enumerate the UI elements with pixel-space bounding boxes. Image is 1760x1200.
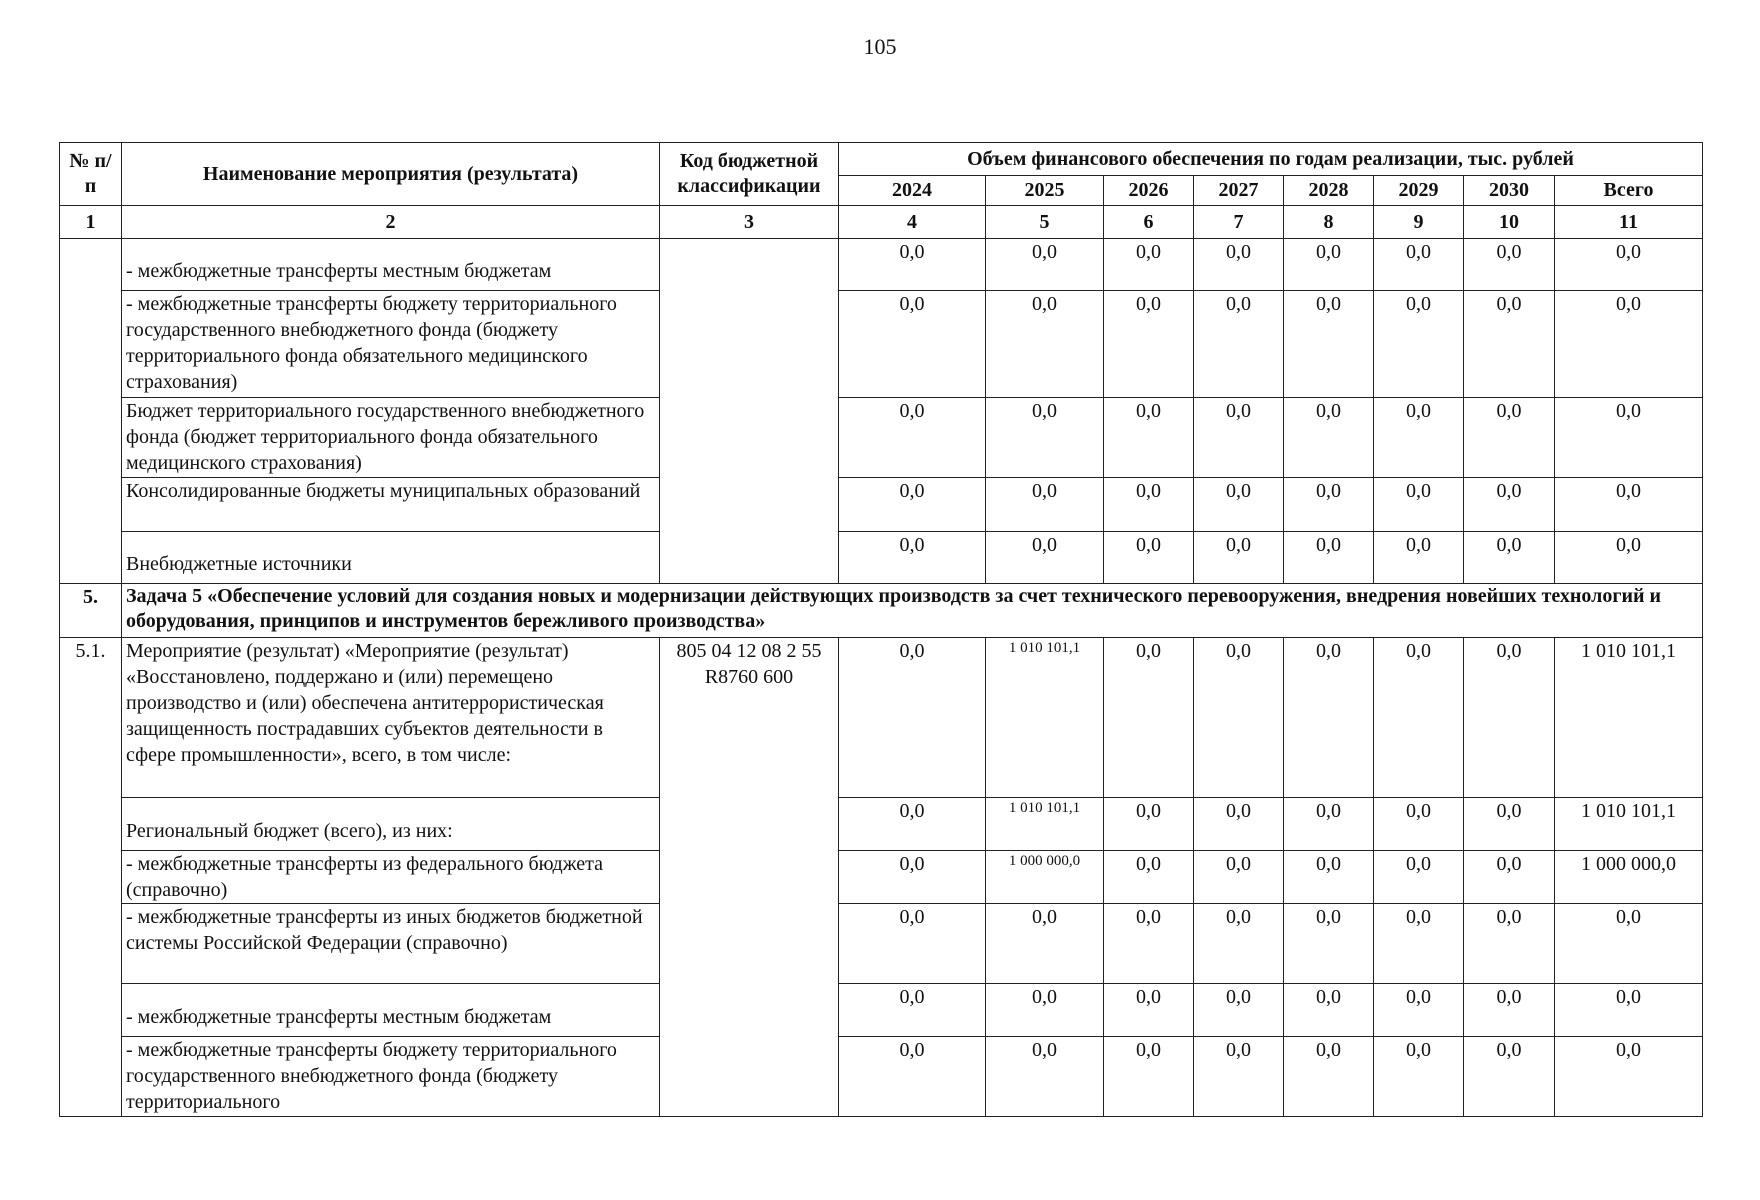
header-year: 2024 bbox=[839, 176, 986, 206]
table-row bbox=[60, 798, 1703, 851]
header-year: 2025 bbox=[986, 176, 1104, 206]
value-cell: 0,0 bbox=[1555, 1037, 1703, 1117]
value-cell: 0,0 bbox=[1374, 478, 1464, 532]
value-cell: 0,0 bbox=[1464, 478, 1555, 532]
value-cell: 0,0 bbox=[1104, 532, 1194, 584]
value-cell: 0,0 bbox=[1104, 291, 1194, 398]
index-cell-empty bbox=[60, 239, 122, 584]
column-number: 6 bbox=[1104, 206, 1194, 239]
row-name: - межбюджетные трансферты местным бюджетам bbox=[122, 239, 660, 291]
value-cell: 0,0 bbox=[839, 1037, 986, 1117]
table-row bbox=[60, 478, 1703, 532]
value-cell: 1 010 101,1 bbox=[1555, 638, 1703, 798]
value-cell: 0,0 bbox=[1374, 291, 1464, 398]
financing-table bbox=[59, 142, 1703, 1117]
row-name: - межбюджетные трансферты из федерального бюджета (справочно) bbox=[122, 851, 660, 904]
value-cell: 0,0 bbox=[1284, 1037, 1374, 1117]
table-row bbox=[60, 638, 1703, 798]
value-cell: 0,0 bbox=[1374, 984, 1464, 1037]
value-cell: 0,0 bbox=[1464, 984, 1555, 1037]
header-year: 2027 bbox=[1194, 176, 1284, 206]
value-cell: 0,0 bbox=[986, 532, 1104, 584]
value-cell: 0,0 bbox=[1555, 532, 1703, 584]
table-row bbox=[60, 398, 1703, 478]
task-row bbox=[60, 584, 1703, 638]
task-index: 5. bbox=[60, 584, 122, 638]
column-number: 5 bbox=[986, 206, 1104, 239]
value-cell: 0,0 bbox=[1194, 239, 1284, 291]
value-cell: 0,0 bbox=[839, 851, 986, 904]
header-year: 2028 bbox=[1284, 176, 1374, 206]
column-number: 4 bbox=[839, 206, 986, 239]
value-cell: 0,0 bbox=[1284, 532, 1374, 584]
value-cell: 0,0 bbox=[839, 904, 986, 984]
value-cell: 0,0 bbox=[1464, 638, 1555, 798]
value-cell: 0,0 bbox=[986, 398, 1104, 478]
value-cell: 0,0 bbox=[839, 478, 986, 532]
value-cell: 0,0 bbox=[1104, 638, 1194, 798]
row-name: Консолидированные бюджеты муниципальных образований bbox=[122, 478, 660, 532]
value-cell: 0,0 bbox=[1194, 638, 1284, 798]
value-cell: 0,0 bbox=[1464, 532, 1555, 584]
value-cell: 0,0 bbox=[1284, 239, 1374, 291]
value-cell: 0,0 bbox=[839, 532, 986, 584]
value-cell: 0,0 bbox=[986, 291, 1104, 398]
value-cell: 0,0 bbox=[1284, 851, 1374, 904]
row-name: Внебюджетные источники bbox=[122, 532, 660, 584]
code-cell-empty bbox=[660, 239, 839, 584]
table-row bbox=[60, 984, 1703, 1037]
value-cell: 0,0 bbox=[1104, 478, 1194, 532]
value-cell: 0,0 bbox=[1104, 798, 1194, 851]
value-cell: 0,0 bbox=[1284, 291, 1374, 398]
value-cell: 0,0 bbox=[1104, 904, 1194, 984]
value-cell: 1 000 000,0 bbox=[986, 851, 1104, 904]
value-cell: 0,0 bbox=[1194, 291, 1284, 398]
value-cell: 0,0 bbox=[986, 904, 1104, 984]
table-row bbox=[60, 239, 1703, 291]
column-number: 11 bbox=[1555, 206, 1703, 239]
value-cell: 0,0 bbox=[1104, 239, 1194, 291]
row-name: - межбюджетные трансферты из иных бюджетов бюджетной системы Российской Федерации (справочно) bbox=[122, 904, 660, 984]
value-cell: 0,0 bbox=[1104, 984, 1194, 1037]
column-number: 7 bbox=[1194, 206, 1284, 239]
value-cell: 0,0 bbox=[839, 798, 986, 851]
table-row bbox=[60, 532, 1703, 584]
value-cell: 0,0 bbox=[1104, 398, 1194, 478]
value-cell: 0,0 bbox=[1555, 984, 1703, 1037]
value-cell: 0,0 bbox=[1374, 532, 1464, 584]
value-cell: 1 010 101,1 bbox=[986, 638, 1104, 798]
column-numbers-row bbox=[60, 206, 1703, 239]
value-cell: 0,0 bbox=[1374, 904, 1464, 984]
value-cell: 0,0 bbox=[1194, 532, 1284, 584]
value-cell: 0,0 bbox=[1464, 291, 1555, 398]
column-number: 1 bbox=[60, 206, 122, 239]
value-cell: 0,0 bbox=[1194, 398, 1284, 478]
header-year: 2030 bbox=[1464, 176, 1555, 206]
value-cell: 0,0 bbox=[1464, 798, 1555, 851]
value-cell: 0,0 bbox=[1194, 984, 1284, 1037]
value-cell: 0,0 bbox=[1104, 1037, 1194, 1117]
value-cell: 0,0 bbox=[1374, 798, 1464, 851]
value-cell: 0,0 bbox=[1464, 239, 1555, 291]
header-name: Наименование мероприятия (результата) bbox=[122, 143, 660, 206]
value-cell: 0,0 bbox=[1464, 398, 1555, 478]
header-year: 2029 bbox=[1374, 176, 1464, 206]
value-cell: 0,0 bbox=[1464, 851, 1555, 904]
page-number: 105 bbox=[863, 34, 897, 59]
value-cell: 0,0 bbox=[1194, 904, 1284, 984]
budget-code: 805 04 12 08 2 55 R8760 600 bbox=[660, 638, 839, 1117]
value-cell: 0,0 bbox=[1374, 239, 1464, 291]
value-cell: 0,0 bbox=[1284, 478, 1374, 532]
value-cell: 0,0 bbox=[1194, 478, 1284, 532]
value-cell: 0,0 bbox=[1374, 638, 1464, 798]
value-cell: 0,0 bbox=[1464, 904, 1555, 984]
value-cell: 0,0 bbox=[986, 984, 1104, 1037]
header-total: Всего bbox=[1555, 176, 1703, 206]
row-name: - межбюджетные трансферты бюджету территориального государственного внебюджетного фонда (бюджету территориального bbox=[122, 1037, 660, 1117]
table-row bbox=[60, 1037, 1703, 1117]
value-cell: 0,0 bbox=[1284, 984, 1374, 1037]
value-cell: 0,0 bbox=[1555, 904, 1703, 984]
value-cell: 0,0 bbox=[839, 984, 986, 1037]
value-cell: 0,0 bbox=[986, 239, 1104, 291]
value-cell: 0,0 bbox=[1284, 798, 1374, 851]
value-cell: 0,0 bbox=[1284, 638, 1374, 798]
value-cell: 0,0 bbox=[1194, 1037, 1284, 1117]
value-cell: 0,0 bbox=[1374, 851, 1464, 904]
value-cell: 0,0 bbox=[1284, 398, 1374, 478]
value-cell: 0,0 bbox=[1555, 478, 1703, 532]
value-cell: 0,0 bbox=[1194, 798, 1284, 851]
row-name: Бюджет территориального государственного внебюджетного фонда (бюджет территориального фонда обязательного медицинского страхования) bbox=[122, 398, 660, 478]
row-name: Мероприятие (результат) «Мероприятие (результат) «Восстановлено, поддержано и (или) перемещено производство и (или) обеспечена антитеррористическая защищенность пострадавших субъектов деятельности в сфере промышленности», всего, в том числе: bbox=[122, 638, 660, 798]
value-cell: 0,0 bbox=[986, 1037, 1104, 1117]
value-cell: 1 010 101,1 bbox=[986, 798, 1104, 851]
value-cell: 0,0 bbox=[1555, 291, 1703, 398]
task-title: Задача 5 «Обеспечение условий для создания новых и модернизации действующих производств за счет технического перевооружения, внедрения новейших технологий и оборудования, принципов и инструментов бережливого производства» bbox=[122, 584, 1703, 638]
value-cell: 0,0 bbox=[1555, 398, 1703, 478]
value-cell: 0,0 bbox=[1104, 851, 1194, 904]
header-volume: Объем финансового обеспечения по годам реализации, тыс. рублей bbox=[839, 143, 1703, 176]
value-cell: 0,0 bbox=[1194, 851, 1284, 904]
column-number: 8 bbox=[1284, 206, 1374, 239]
table-row bbox=[60, 291, 1703, 398]
value-cell: 0,0 bbox=[839, 239, 986, 291]
table-row bbox=[60, 851, 1703, 904]
value-cell: 0,0 bbox=[1374, 398, 1464, 478]
row-name: - межбюджетные трансферты местным бюджетам bbox=[122, 984, 660, 1037]
column-number: 3 bbox=[660, 206, 839, 239]
value-cell: 0,0 bbox=[986, 478, 1104, 532]
header-year: 2026 bbox=[1104, 176, 1194, 206]
value-cell: 0,0 bbox=[839, 638, 986, 798]
value-cell: 1 010 101,1 bbox=[1555, 798, 1703, 851]
column-number: 10 bbox=[1464, 206, 1555, 239]
header-no: № п/п bbox=[60, 143, 122, 206]
value-cell: 0,0 bbox=[1464, 1037, 1555, 1117]
value-cell: 0,0 bbox=[839, 291, 986, 398]
table-row bbox=[60, 904, 1703, 984]
value-cell: 0,0 bbox=[1284, 904, 1374, 984]
row-name: Региональный бюджет (всего), из них: bbox=[122, 798, 660, 851]
item-index: 5.1. bbox=[60, 638, 122, 1117]
value-cell: 0,0 bbox=[839, 398, 986, 478]
header-code: Код бюджетной классификации bbox=[660, 143, 839, 206]
column-number: 2 bbox=[122, 206, 660, 239]
column-number: 9 bbox=[1374, 206, 1464, 239]
row-name: - межбюджетные трансферты бюджету территориального государственного внебюджетного фонда (бюджету территориального фонда обязательного медицинского страхования) bbox=[122, 291, 660, 398]
value-cell: 0,0 bbox=[1374, 1037, 1464, 1117]
value-cell: 1 000 000,0 bbox=[1555, 851, 1703, 904]
value-cell: 0,0 bbox=[1555, 239, 1703, 291]
